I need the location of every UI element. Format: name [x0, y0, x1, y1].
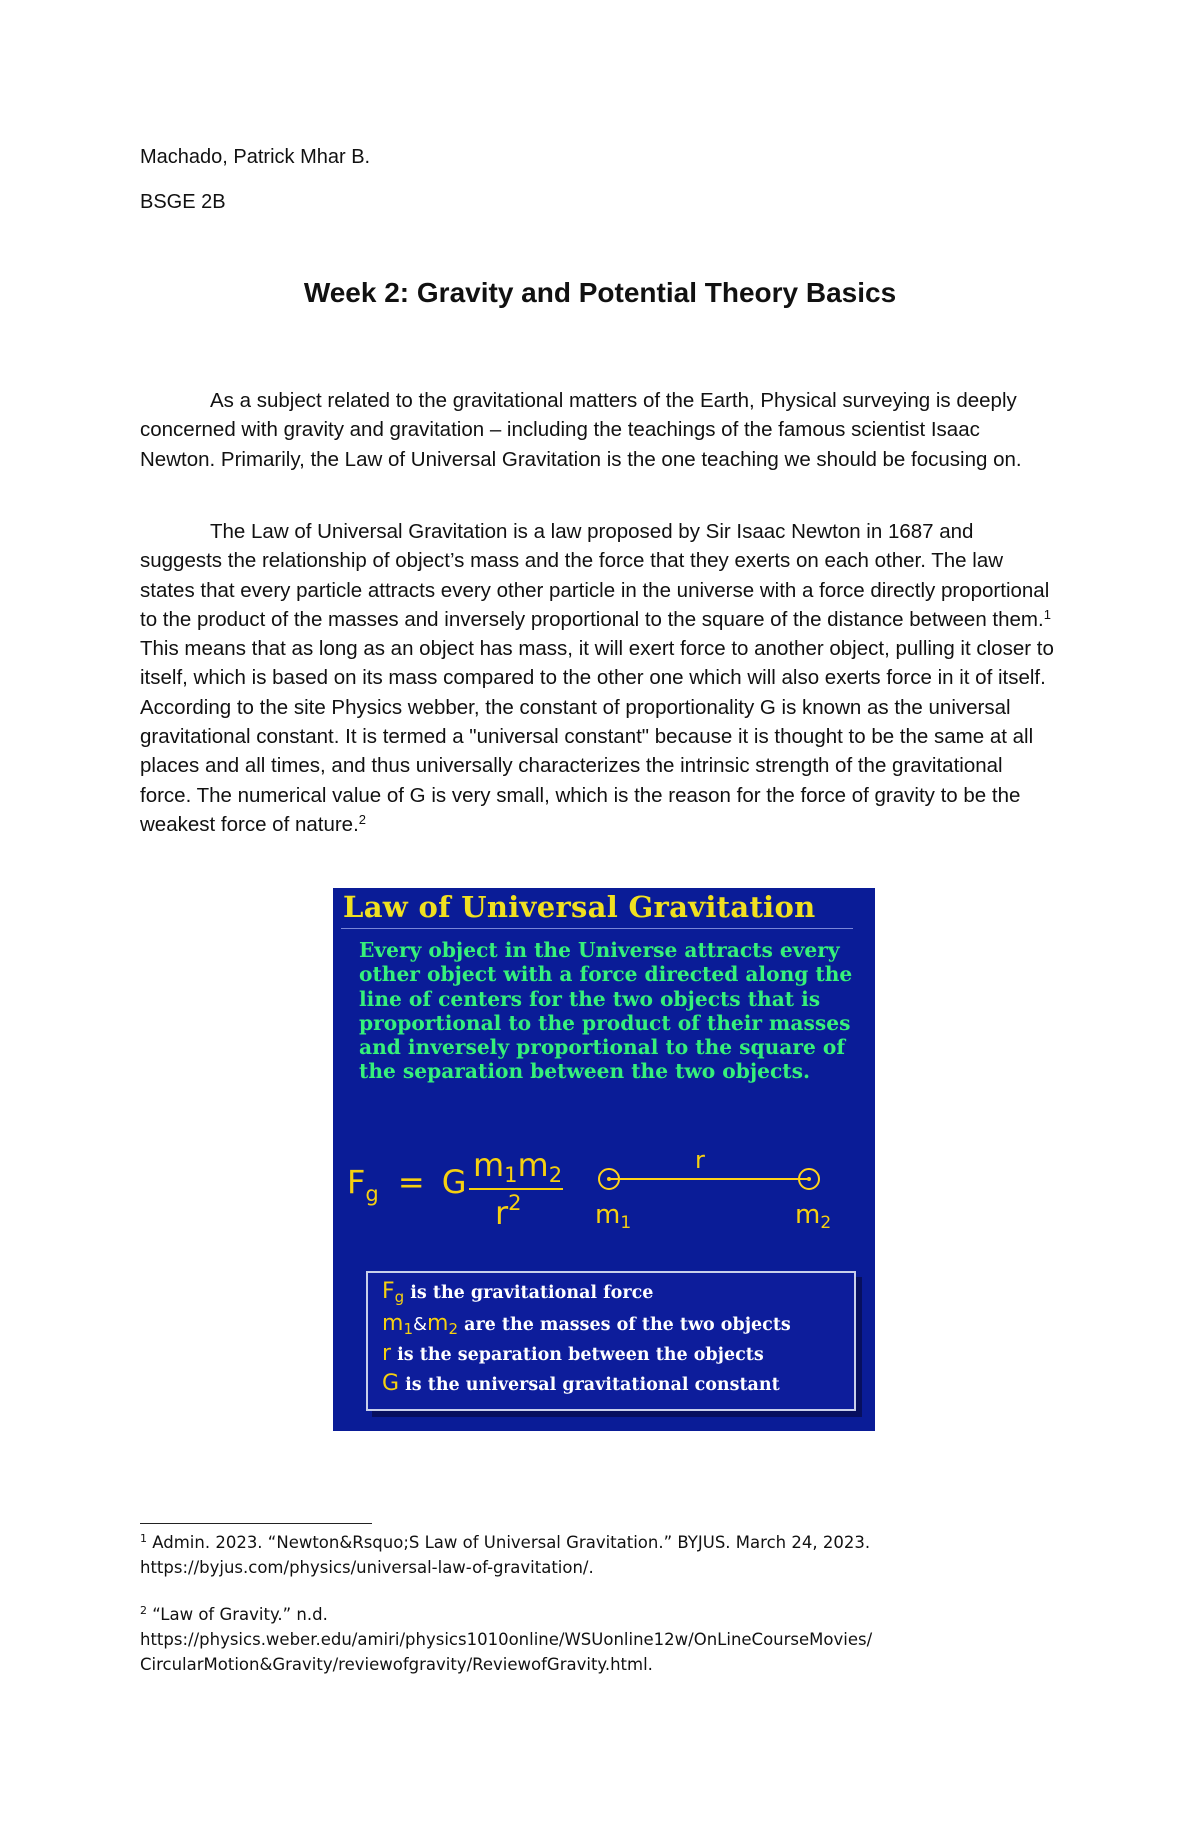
formula-fraction-bar — [469, 1188, 563, 1190]
legend-force-subscript: g — [394, 1288, 405, 1306]
formula-r-exponent: 2 — [508, 1191, 522, 1215]
mass-2-center — [807, 1177, 811, 1181]
legend-m1-subscript: 1 — [403, 1320, 413, 1338]
formula-denominator — [495, 1191, 522, 1232]
legend-constant — [382, 1371, 780, 1396]
legend-force-text: is the gravitational force — [404, 1283, 654, 1303]
separation-line — [608, 1178, 808, 1180]
mass-2-symbol: m — [795, 1200, 821, 1230]
mass-2-subscript: 2 — [820, 1213, 832, 1233]
legend-r-symbol: r — [382, 1341, 392, 1366]
mass-1-circle — [598, 1168, 620, 1190]
legend-masses-text: are the masses of the two objects — [458, 1315, 791, 1335]
formula-m1: m — [473, 1146, 505, 1184]
footnote-2-link-line-2[interactable]: CircularMotion&Gravity/reviewofgravity/ReviewofGravity.html. — [140, 1655, 653, 1674]
footnote-1-citation — [140, 1530, 1080, 1555]
mass-2-label — [795, 1200, 831, 1233]
formula-equals: = — [397, 1163, 425, 1201]
mass-2-circle — [798, 1168, 820, 1190]
formula-lhs — [347, 1163, 467, 1206]
footnote-1-text: Admin. 2023. “Newton&Rsquo;S Law of Universal Gravitation.” BYJUS. March 24, 2023. — [147, 1533, 871, 1552]
figure-title: Law of Universal Gravitation — [343, 890, 816, 924]
gravitation-figure — [333, 888, 875, 1431]
footnote-separator — [140, 1523, 372, 1524]
mass-1-label — [595, 1200, 631, 1233]
mass-1-subscript: 1 — [620, 1213, 632, 1233]
formula-m1-subscript: 1 — [504, 1163, 518, 1187]
legend-g-symbol: G — [382, 1371, 400, 1396]
legend-ampersand: & — [412, 1314, 428, 1335]
paragraph-2 — [140, 517, 1056, 839]
author-name: Machado, Patrick Mhar B. — [140, 146, 371, 168]
legend-masses — [382, 1311, 791, 1338]
legend-separation — [382, 1341, 764, 1366]
mass-1-center — [607, 1177, 611, 1181]
footnote-2-text: “Law of Gravity.” n.d. — [147, 1605, 328, 1624]
paragraph-2-text-b: This means that as long as an object has mass, it will exert force to another object, pulling it closer to itself, which is based on its mass compared to the other one which will also exerts force in it of itself. According to the site Physics webber, the constant of proportionality G is known as the universal gravitational constant. It is termed a "universal constant" because it is thought to be the same at all places and all times, and thus universally characterizes the intrinsic strength of the gravitational force. The numerical value of G is very small, which is the reason for the force of gravity to be the weakest force of nature. — [140, 637, 1054, 836]
paragraph-1 — [140, 386, 1056, 474]
course-section: BSGE 2B — [140, 191, 226, 213]
formula-r: r — [495, 1194, 509, 1232]
page-title: Week 2: Gravity and Potential Theory Basics — [303, 277, 897, 308]
legend-constant-text: is the universal gravitational constant — [399, 1375, 780, 1395]
formula-numerator — [473, 1146, 562, 1187]
legend-separation-text: is the separation between the objects — [391, 1345, 764, 1365]
footnote-ref-1[interactable]: 1 — [1043, 606, 1051, 622]
footnote-ref-2[interactable]: 2 — [358, 811, 367, 827]
formula-m2-subscript: 2 — [548, 1163, 563, 1187]
footnote-1 — [140, 1530, 1080, 1580]
footnote-1-number: 1 — [140, 1532, 147, 1545]
legend-force — [382, 1279, 653, 1306]
legend-force-symbol: F — [382, 1279, 395, 1304]
figure-statement: Every object in the Universe attracts every other object with a force directed along the line of centers for the two objects that is proportional to the product of their masses and inversely proportional to the square of the separation between the two objects. — [359, 938, 853, 1084]
paragraph-1-text: As a subject related to the gravitational matters of the Earth, Physical surveying is deeply concerned with gravity and gravitation – including the teachings of the famous scientist Isaac Newton. Primarily, the Law of Universal Gravitation is the one teaching we should be focusing on. — [140, 389, 1022, 471]
figure-title-divider — [341, 928, 853, 929]
formula-force-symbol: F — [347, 1163, 366, 1201]
formula-m2: m — [517, 1146, 549, 1184]
footnote-1-link[interactable]: https://byjus.com/physics/universal-law-of-gravitation/. — [140, 1558, 594, 1577]
footnote-2-link-line-1[interactable]: https://physics.weber.edu/amiri/physics1010online/WSUonline12w/OnLineCourseMovies/ — [140, 1630, 873, 1649]
footnote-2 — [140, 1602, 1080, 1677]
legend-m2-subscript: 2 — [448, 1320, 459, 1338]
mass-1-symbol: m — [595, 1200, 621, 1230]
legend-m2-symbol: m — [427, 1311, 449, 1336]
legend-m1-symbol: m — [382, 1311, 404, 1336]
footnote-2-number: 2 — [140, 1604, 147, 1617]
separation-label: r — [695, 1146, 705, 1174]
footnote-2-citation — [140, 1602, 1080, 1627]
paragraph-2-text-a: The Law of Universal Gravitation is a law proposed by Sir Isaac Newton in 1687 and suggests the relationship of object’s mass and the force that they exerts on each other. The law states that every particle attracts every other particle in the universe with a force directly proportional to the product of the masses and inversely proportional to the square of the distance between them. — [140, 520, 1050, 631]
formula-force-subscript: g — [365, 1182, 379, 1206]
legend-box — [366, 1271, 856, 1411]
formula-constant-g: G — [441, 1163, 467, 1201]
